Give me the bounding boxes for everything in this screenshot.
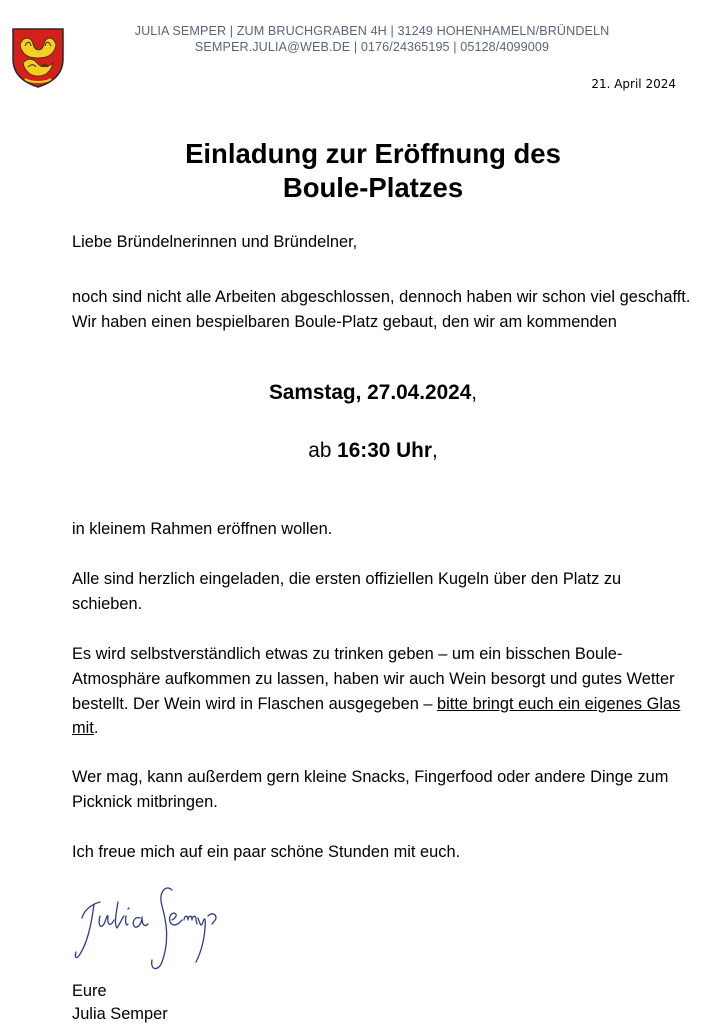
drinks-end: .: [93, 719, 99, 738]
letter-title: [0, 137, 713, 205]
title-line-1: Einladung zur Eröffnung des: [185, 138, 561, 169]
signoff-name: Julia Semper: [72, 1005, 168, 1023]
event-time-line: [0, 439, 713, 463]
greeting: Liebe Bründelnerinnen und Bründelner,: [72, 233, 358, 251]
event-time: 16:30 Uhr: [337, 439, 432, 462]
title-line-2: Boule-Platzes: [282, 172, 464, 203]
drinks-text: Es wird selbstverständlich etwas zu trinken geben – um ein bisschen Boule-Atmosphäre aufkommen zu lassen, haben wir auch Wein besorgt und gutes Wetter bestellt. Der Wein wird in Flaschen ausgegeben –: [72, 645, 675, 713]
event-date-suffix: ,: [471, 381, 478, 404]
drinks-paragraph: [72, 642, 692, 741]
handwritten-signature: [70, 880, 220, 980]
glass-reminder: bitte bringt euch ein eigenes Glas mit: [72, 694, 681, 738]
sender-address-line: JULIA SEMPER | ZUM BRUCHGRABEN 4H | 31249 HOHENHAMELN/BRÜNDELN: [134, 24, 610, 38]
event-date: Samstag, 27.04.2024: [268, 381, 472, 404]
invitation-paragraph: Alle sind herzlich eingeladen, die ersten offiziellen Kugeln über den Platz zu schieben.: [72, 570, 622, 613]
intro-paragraph: noch sind nicht alle Arbeiten abgeschlossen, dennoch haben wir schon viel geschafft. Wir haben einen bespielbaren Boule-Platz gebaut, den wir am kommenden: [72, 288, 691, 331]
sender-contact-line: SEMPER.JULIA@WEB.DE | 0176/24365195 | 05128/4099009: [194, 40, 550, 54]
opening-paragraph: in kleinem Rahmen eröffnen wollen.: [72, 520, 333, 538]
time-suffix: ,: [431, 439, 438, 462]
snacks-paragraph: Wer mag, kann außerdem gern kleine Snacks, Fingerfood oder andere Dinge zum Picknick mitbringen.: [72, 768, 669, 811]
signoff-eure: Eure: [72, 982, 107, 1000]
coat-of-arms-icon: [11, 27, 65, 89]
event-date-line: [0, 381, 713, 405]
closing-paragraph: Ich freue mich auf ein paar schöne Stunden mit euch.: [72, 843, 461, 861]
letter-date: 21. April 2024: [591, 77, 676, 91]
time-prefix: ab: [308, 439, 338, 462]
